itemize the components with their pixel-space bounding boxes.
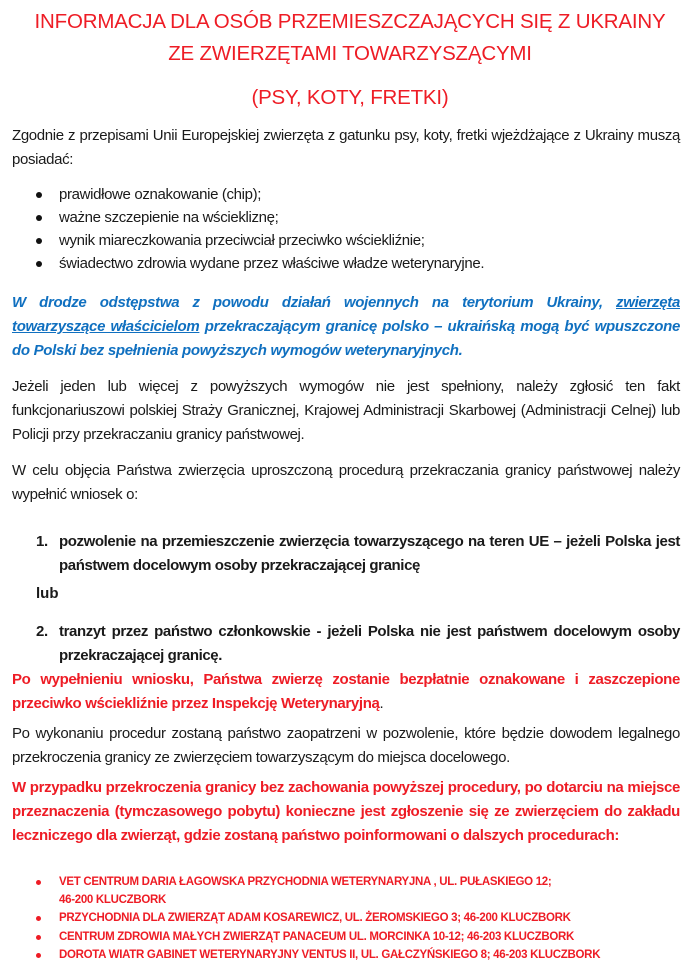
or-label: lub xyxy=(36,585,59,602)
clinic-name-address: DOROTA WIATR GABINET WETERYNARYJNY VENTUS II, UL. GAŁCZYŃSKIEGO 8; 46-203 KLUCZBORK xyxy=(59,949,601,961)
after-application-text: Po wypełnieniu wniosku, Państwa zwierzę zostanie bezpłatnie oznakowane i zaszczepione przeciwko wściekliźnie przez Inspekcję Weterynaryjną xyxy=(12,671,680,712)
after-application-paragraph xyxy=(12,668,680,716)
clinic-name-address: VET CENTRUM DARIA ŁAGOWSKA PRZYCHODNIA WETERYNARYJNA , UL. PUŁASKIEGO 12; xyxy=(59,876,552,888)
requirement-item xyxy=(0,183,700,206)
requirement-item xyxy=(0,252,700,275)
title-line-2: ZE ZWIERZĘTAMI TOWARZYSZĄCYMI xyxy=(168,42,532,65)
clinic-item xyxy=(0,929,700,947)
requirement-text: ważne szczepienie na wściekliznę; xyxy=(59,209,279,226)
exemption-paragraph xyxy=(12,291,680,363)
bullet-icon xyxy=(36,238,42,244)
option-text: tranzyt przez państwo członkowskie - jeżeli Polska nie jest państwem docelowym osoby przekraczającej granicę. xyxy=(59,623,680,664)
title-line-1: INFORMACJA DLA OSÓB PRZEMIESZCZAJĄCYCH SIĘ Z UKRAINY xyxy=(34,10,666,33)
clinic-item xyxy=(0,910,700,928)
intro-paragraph: Zgodnie z przepisami Unii Europejskiej zwierzęta z gatunku psy, koty, fretki wjeżdżające z Ukrainy muszą posiadać: xyxy=(12,127,680,168)
bullet-icon xyxy=(36,215,42,221)
option-item-2 xyxy=(36,620,680,668)
after-application-period: . xyxy=(379,695,384,712)
clinic-list xyxy=(0,874,700,966)
option-number: 2. xyxy=(36,623,48,640)
permit-paragraph: Po wykonaniu procedur zostaną państwo zaopatrzeni w pozwolenie, które będzie dowodem legalnego przekroczenia granicy ze zwierzęciem towarzyszącym do miejsca docelowego. xyxy=(12,725,680,766)
option-text: pozwolenie na przemieszczenie zwierzęcia towarzyszącego na teren UE – jeżeli Polska jest państwem docelowym osoby przekraczającej granicę xyxy=(59,533,680,574)
clinic-postcode: 46-200 KLUCZBORK xyxy=(59,893,167,906)
exemption-underlined-text: zwierzęta towarzyszące właścicielom xyxy=(12,294,680,335)
bullet-icon xyxy=(36,935,41,940)
clinic-name-address: PRZYCHODNIA DLA ZWIERZĄT ADAM KOSAREWICZ, UL. ŻEROMSKIEGO 3; 46-200 KLUCZBORK xyxy=(59,912,571,924)
exemption-text-start: W drodze odstępstwa z powodu działań wojennych na terytorium Ukrainy, xyxy=(12,294,616,311)
subtitle: (PSY, KOTY, FRETKI) xyxy=(251,86,449,109)
bullet-icon xyxy=(36,261,42,267)
requirement-text: świadectwo zdrowia wydane przez właściwe władze weterynaryjne. xyxy=(59,255,485,272)
bullet-icon xyxy=(36,953,41,958)
bullet-icon xyxy=(36,916,41,921)
requirement-text: wynik miareczkowania przeciwciał przeciwko wściekliźnie; xyxy=(59,232,425,249)
option-item-1 xyxy=(36,530,680,578)
requirement-item xyxy=(0,229,700,252)
option-number: 1. xyxy=(36,533,48,550)
clinic-item xyxy=(0,874,700,909)
bullet-icon xyxy=(36,880,41,885)
exemption-text-end: przekraczającym granicę polsko – ukraińską mogą być wpuszczone do Polski bez spełnienia powyższych wymogów weterynaryjnych. xyxy=(12,318,680,359)
clinic-name-address: CENTRUM ZDROWIA MAŁYCH ZWIERZĄT PANACEUM UL. MORCINKA 10-12; 46-203 KLUCZBORK xyxy=(59,930,575,943)
clinic-item xyxy=(0,947,700,965)
requirements-list xyxy=(0,183,700,275)
requirement-text: prawidłowe oznakowanie (chip); xyxy=(59,186,262,203)
requirement-item xyxy=(0,206,700,229)
warning-paragraph: W przypadku przekroczenia granicy bez zachowania powyższej procedury, po dotarciu na miejsce przeznaczenia (tymczasowego pobytu) konieczne jest zgłoszenie się ze zwierzęciem do zakładu leczniczego dla zwierząt, gdzie zostaną państwo poinformowani o dalszych procedurach: xyxy=(12,779,680,844)
procedure-paragraph: W celu objęcia Państwa zwierzęcia uproszczoną procedurą przekraczania granicy państwowej należy wypełnić wniosek o: xyxy=(12,462,680,503)
bullet-icon xyxy=(36,192,42,198)
report-paragraph: Jeżeli jeden lub więcej z powyższych wymogów nie jest spełniony, należy zgłosić ten fakt funkcjonariuszowi polskiej Straży Granicznej, Krajowej Administracji Skarbowej (Administracji Celnej) lub Policji przy przekraczaniu granicy państwowej. xyxy=(12,378,680,443)
